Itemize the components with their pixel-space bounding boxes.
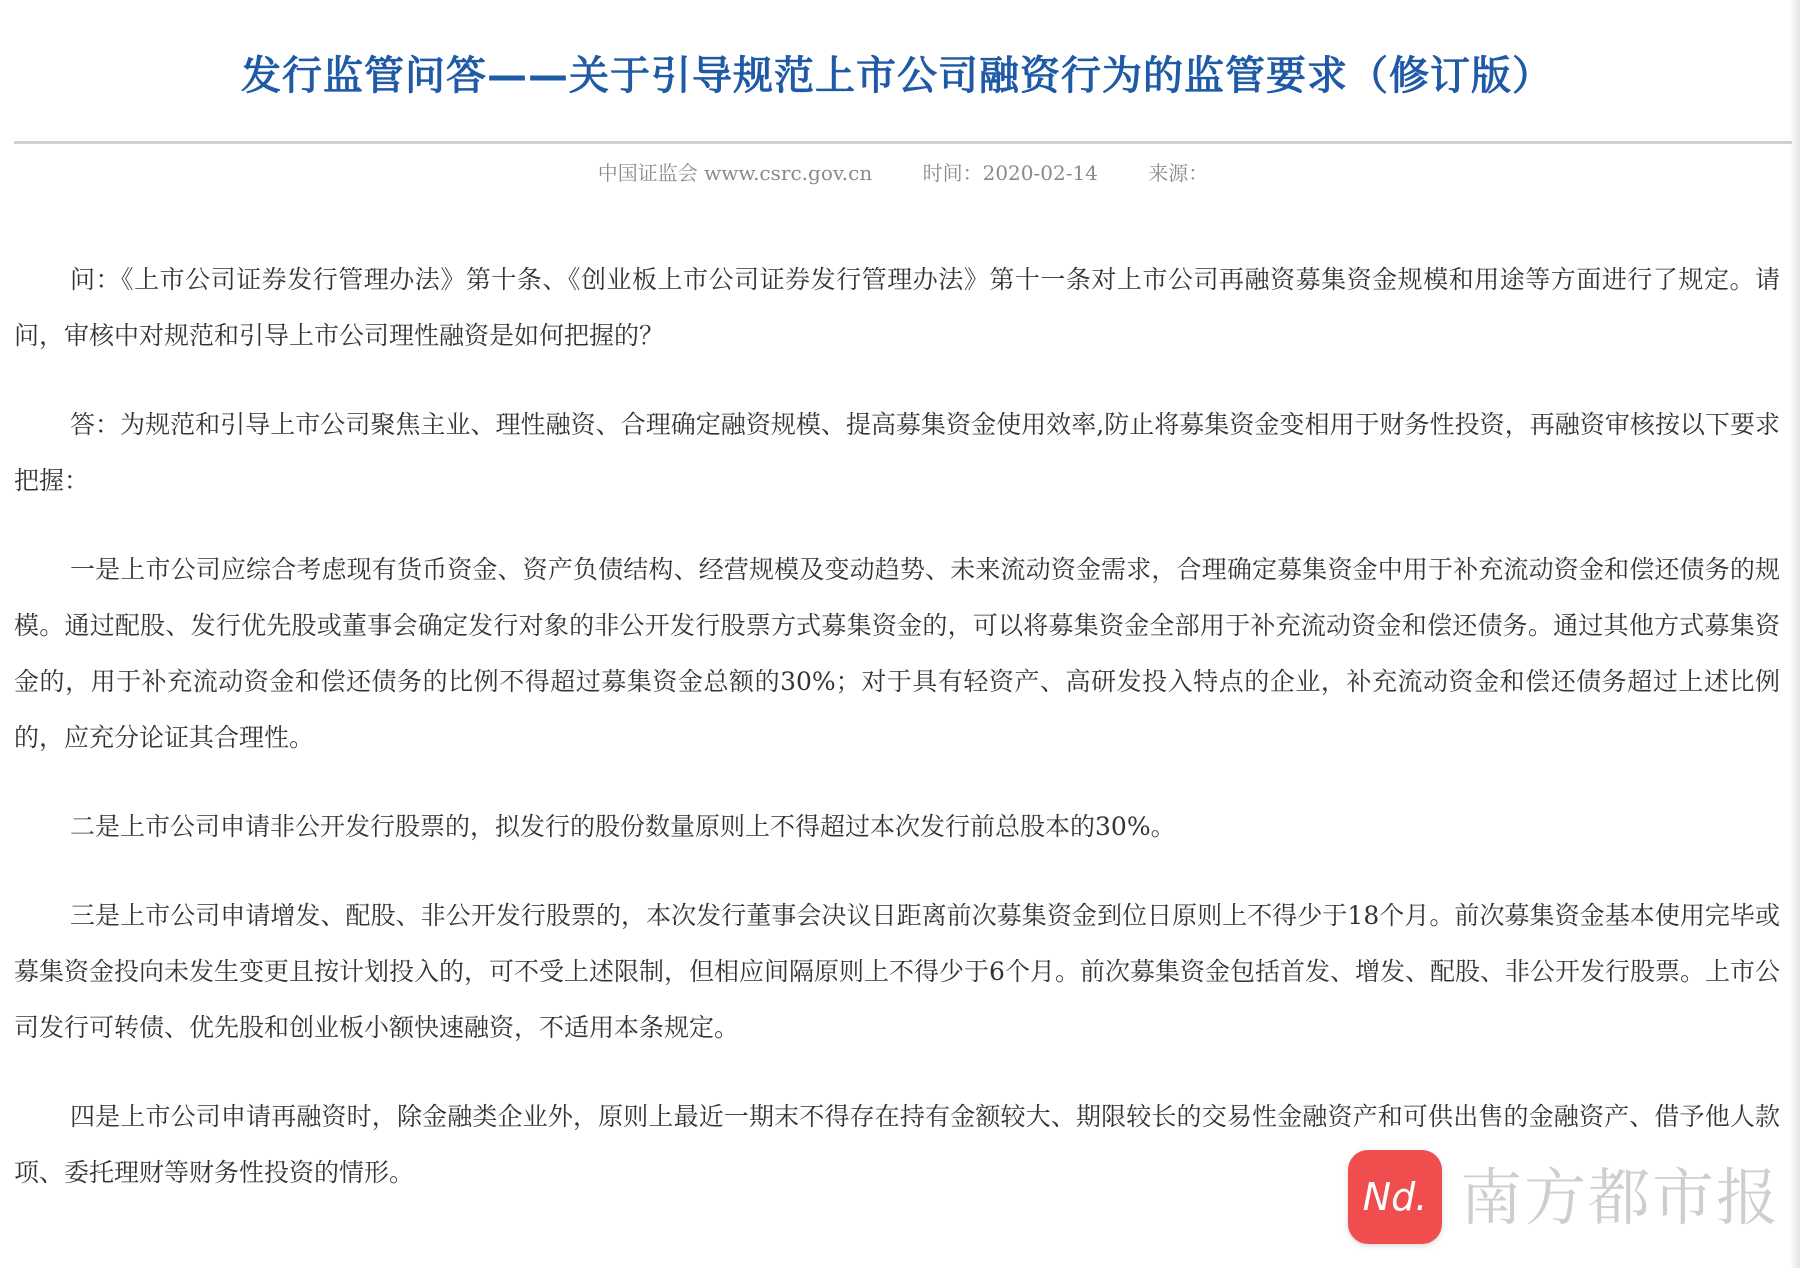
article-meta: [14, 158, 1792, 188]
paragraph-rule-two: 二是上市公司申请非公开发行股票的，拟发行的股份数量原则上不得超过本次发行前总股本的30%。: [70, 812, 1176, 841]
paragraph-question: 问：《上市公司证券发行管理办法》第十条、《创业板上市公司证券发行管理办法》第十一条对上市公司再融资募集资金规模和用途等方面进行了规定。请问，审核中对规范和引导上市公司理性融资是如何把握的？: [14, 265, 1780, 350]
brand-name-text: 南方都市报: [1460, 1161, 1781, 1234]
paragraph-rule-four: 四是上市公司申请再融资时，除金融类企业外，原则上最近一期末不得存在持有金额较大、期限较长的交易性金融资产和可供出售的金融资产、借予他人款项、委托理财等财务性投资的情形。: [14, 1102, 1780, 1187]
article-body: [14, 252, 1780, 1234]
meta-source-site: 中国证监会 www.csrc.gov.cn: [597, 161, 873, 185]
brand-watermark: [1348, 1150, 1788, 1246]
nd-logo-icon: [1348, 1150, 1442, 1244]
logo-text: Nd.: [1362, 1175, 1428, 1219]
paragraph-rule-one: 一是上市公司应综合考虑现有货币资金、资产负债结构、经营规模及变动趋势、未来流动资金需求，合理确定募集资金中用于补充流动资金和偿还债务的规模。通过配股、发行优先股或董事会确定发行对象的非公开发行股票方式募集资金的，可以将募集资金全部用于补充流动资金和偿还债务。通过其他方式募集资金的，用于补充流动资金和偿还债务的比例不得超过募集资金总额的30%；对于具有轻资产、高研发投入特点的企业，补充流动资金和偿还债务超过上述比例的，应充分论证其合理性。: [14, 555, 1780, 752]
meta-publish-time: 时间：2020-02-14: [922, 161, 1098, 185]
paragraph-answer: 答：为规范和引导上市公司聚焦主业、理性融资、合理确定融资规模、提高募集资金使用效率,防止将募集资金变相用于财务性投资，再融资审核按以下要求把握：: [14, 410, 1780, 495]
title-divider: [14, 141, 1792, 144]
meta-origin: 来源：: [1148, 161, 1209, 185]
paragraph-rule-three: 三是上市公司申请增发、配股、非公开发行股票的，本次发行董事会决议日距离前次募集资金到位日原则上不得少于18个月。前次募集资金基本使用完毕或募集资金投向未发生变更且按计划投入的，可不受上述限制，但相应间隔原则上不得少于6个月。前次募集资金包括首发、增发、配股、非公开发行股票。上市公司发行可转债、优先股和创业板小额快速融资，不适用本条规定。: [14, 901, 1780, 1042]
right-edge-shadow: [1790, 0, 1800, 1268]
article-title: 发行监管问答——关于引导规范上市公司融资行为的监管要求（修订版）: [241, 53, 1553, 99]
